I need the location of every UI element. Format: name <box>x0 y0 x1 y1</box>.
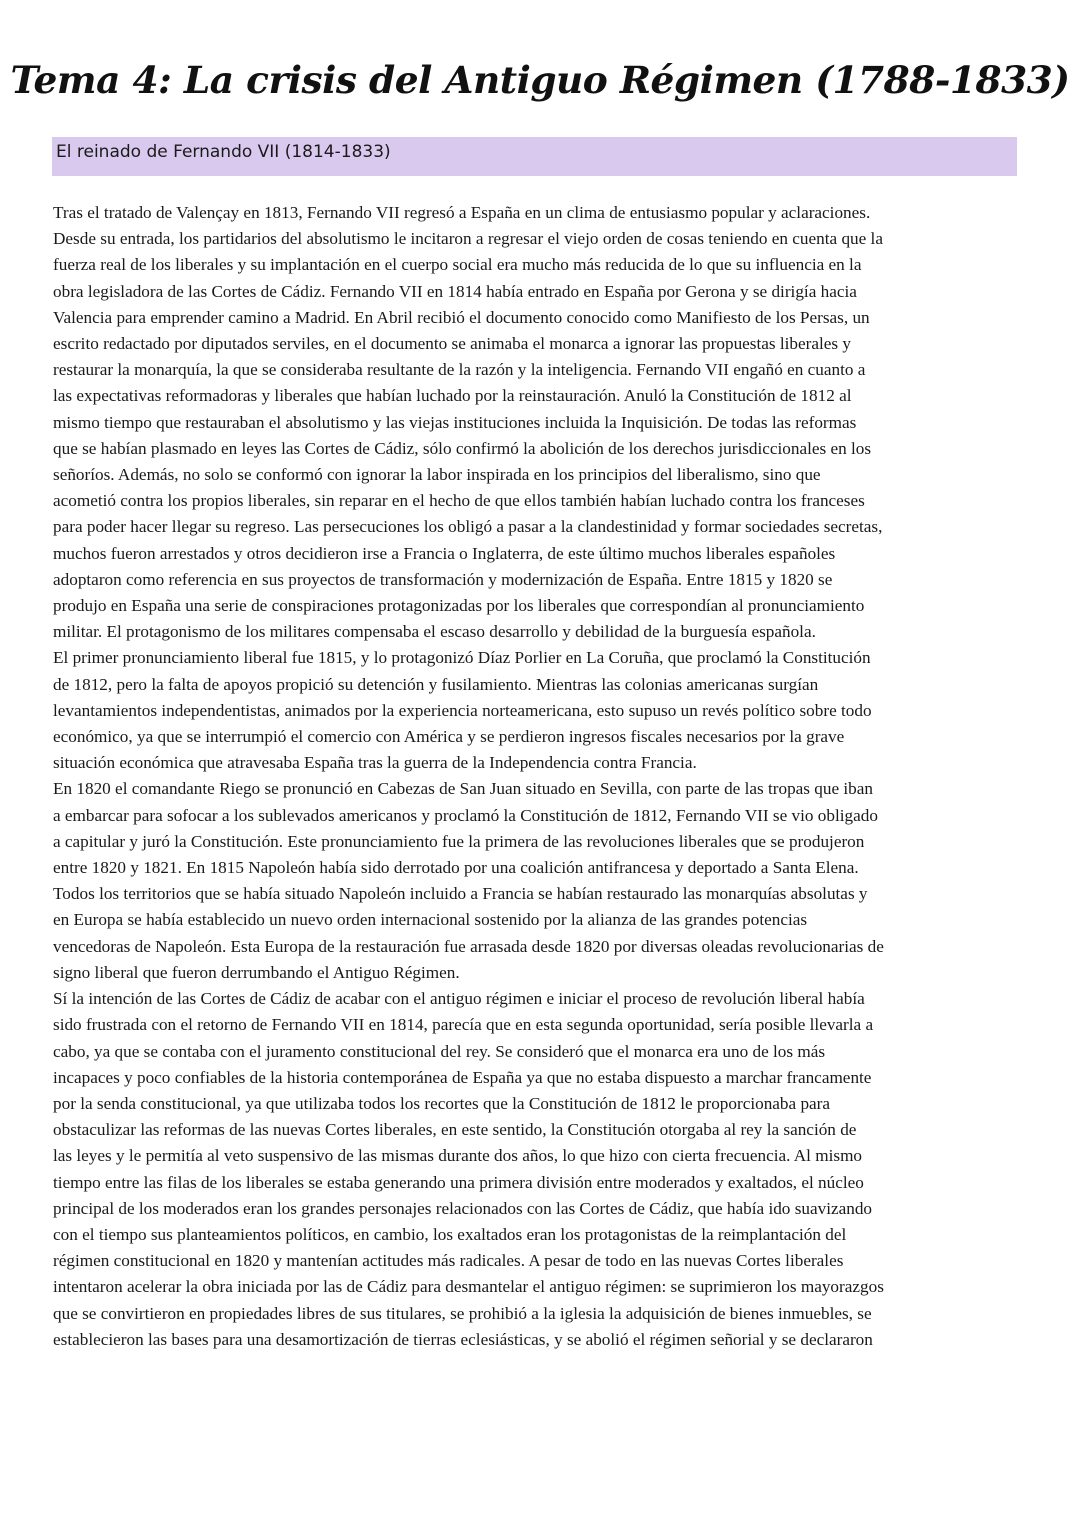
text-line: tiempo entre las filas de los liberales se estaba generando una primera división entre moderados y exaltados, el núcleo <box>53 1172 864 1192</box>
text-line: cabo, ya que se contaba con el juramento constitucional del rey. Se consideró que el monarca era uno de los más <box>53 1041 826 1061</box>
text-line: Todos los territorios que se había situado Napoleón incluido a Francia se habían restaurado las monarquías absolutas y <box>53 884 868 904</box>
text-line: que se convirtieron en propiedades libres de sus titulares, se prohibió a la iglesia la adquisición de bienes inmuebles, se <box>53 1303 872 1323</box>
text-line: Valencia para emprender camino a Madrid. En Abril recibió el documento conocido como Manifiesto de los Persas, un <box>53 307 870 327</box>
text-line: vencedoras de Napoleón. Esta Europa de la restauración fue arrasada desde 1820 por diversas oleadas revolucionarias de <box>53 936 884 956</box>
text-line: en Europa se había establecido un nuevo orden internacional sostenido por la alianza de las grandes potencias <box>53 910 808 930</box>
text-line: escrito redactado por diputados serviles, en el documento se animaba el monarca a ignorar las propuestas liberales y <box>53 334 851 354</box>
text-line: fuerza real de los liberales y su implantación en el cuerpo social era mucho más reducida de lo que su influencia en la <box>53 255 862 275</box>
section-heading-bar <box>52 137 1017 176</box>
text-line: con el tiempo sus planteamientos políticos, en cambio, los exaltados eran los protagonistas de la reimplantación del <box>53 1224 847 1244</box>
text-line: signo liberal que fueron derrumbando el Antiguo Régimen. <box>53 962 460 982</box>
text-line: acometió contra los propios liberales, sin reparar en el hecho de que ellos también habían luchado contra los franceses <box>53 491 865 511</box>
text-line: las expectativas reformadoras y liberales que habían luchado por la reinstauración. Anuló la Constitución de 1812 al <box>53 386 852 406</box>
text-line: produjo en España una serie de conspiraciones protagonizadas por los liberales que correspondían al pronunciamiento <box>53 596 865 616</box>
text-line: situación económica que atravesaba España tras la guerra de la Independencia contra Francia. <box>53 753 697 773</box>
text-line: que se habían plasmado en leyes las Cortes de Cádiz, sólo confirmó la abolición de los derechos jurisdiccionales en los <box>53 438 872 458</box>
text-line: sido frustrada con el retorno de Fernando VII en 1814, parecía que en esta segunda oportunidad, sería posible llevarla a <box>53 1015 874 1035</box>
text-line: obra legisladora de las Cortes de Cádiz. Fernando VII en 1814 había entrado en España por Gerona y se dirigía hacia <box>53 281 857 301</box>
text-line: señoríos. Además, no solo se conformó con ignorar la labor inspirada en los principios del liberalismo, sino que <box>53 465 821 485</box>
text-line: incapaces y poco confiables de la historia contemporánea de España ya que no estaba dispuesto a marchar francamente <box>53 1067 872 1087</box>
text-line: económico, ya que se interrumpió el comercio con América y se perdieron ingresos fiscales necesarios por la grave <box>53 727 845 747</box>
text-line: régimen constitucional en 1820 y mantenían actitudes más radicales. A pesar de todo en las nuevas Cortes liberales <box>53 1251 844 1271</box>
text-line: principal de los moderados eran los grandes personajes relacionados con las Cortes de Cádiz, que había ido suavizando <box>53 1198 873 1218</box>
text-line: entre 1820 y 1821. En 1815 Napoleón había sido derrotado por una coalición antifrancesa y deportado a Santa Elena. <box>53 858 859 878</box>
text-line: El primer pronunciamiento liberal fue 1815, y lo protagonizó Díaz Porlier en La Coruña, que proclamó la Constitución <box>53 648 871 668</box>
text-line: militar. El protagonismo de los militares compensaba el escaso desarrollo y debilidad de la burguesía española. <box>53 622 816 642</box>
text-line: a capitular y juró la Constitución. Este pronunciamiento fue la primera de las revoluciones liberales que se produjeron <box>53 831 865 851</box>
text-line: por la senda constitucional, ya que utilizaba todos los recortes que la Constitución de 1812 le proporcionaba para <box>53 1093 831 1113</box>
text-line: Tras el tratado de Valençay en 1813, Fernando VII regresó a España en un clima de entusiasmo popular y aclaraciones. <box>53 203 871 222</box>
section-heading: El reinado de Fernando VII (1814-1833) <box>56 142 391 162</box>
text-line: para poder hacer llegar su regreso. Las persecuciones los obligó a pasar a la clandestinidad y formar sociedades secretas, <box>53 517 883 537</box>
text-line: establecieron las bases para una desamortización de tierras eclesiásticas, y se abolió el régimen señorial y se declararon <box>53 1329 873 1349</box>
body-text <box>53 200 1025 1353</box>
text-line: las leyes y le permitía al veto suspensivo de las mismas durante dos años, lo que hizo con cierta frecuencia. Al mismo <box>53 1146 863 1166</box>
text-line: a embarcar para sofocar a los sublevados americanos y proclamó la Constitución de 1812, Fernando VII se vio obligado <box>53 805 878 825</box>
text-line: obstaculizar las reformas de las nuevas Cortes liberales, en este sentido, la Constitución otorgaba al rey la sanción de <box>53 1120 857 1140</box>
text-line: levantamientos independentistas, animados por la experiencia norteamericana, esto supuso un revés político sobre todo <box>53 700 872 720</box>
text-line: intentaron acelerar la obra iniciada por las de Cádiz para desmantelar el antiguo régimen: se suprimieron los mayorazgos <box>53 1277 884 1297</box>
text-line: restaurar la monarquía, la que se consideraba resultante de la razón y la inteligencia. Fernando VII engañó en cuanto a <box>53 360 866 380</box>
text-line: mismo tiempo que restauraban el absolutismo y las viejas instituciones incluida la Inquisición. De todas las reformas <box>53 412 857 432</box>
text-line: Desde su entrada, los partidarios del absolutismo le incitaron a regresar el viejo orden de cosas teniendo en cuenta que la <box>53 229 883 249</box>
text-line: muchos fueron arrestados y otros decidieron irse a Francia o Inglaterra, de este último muchos liberales españoles <box>53 543 836 563</box>
text-line: de 1812, pero la falta de apoyos propició su detención y fusilamiento. Mientras las colonias americanas surgían <box>53 674 819 694</box>
page-title: Tema 4: La crisis del Antiguo Régimen (1788-1833) <box>10 58 1070 102</box>
text-line: adoptaron como referencia en sus proyectos de transformación y modernización de España. Entre 1815 y 1820 se <box>53 569 833 589</box>
text-line: En 1820 el comandante Riego se pronunció en Cabezas de San Juan situado en Sevilla, con parte de las tropas que iban <box>53 779 873 799</box>
text-line: Sí la intención de las Cortes de Cádiz de acabar con el antiguo régimen e iniciar el proceso de revolución liberal había <box>53 989 865 1009</box>
